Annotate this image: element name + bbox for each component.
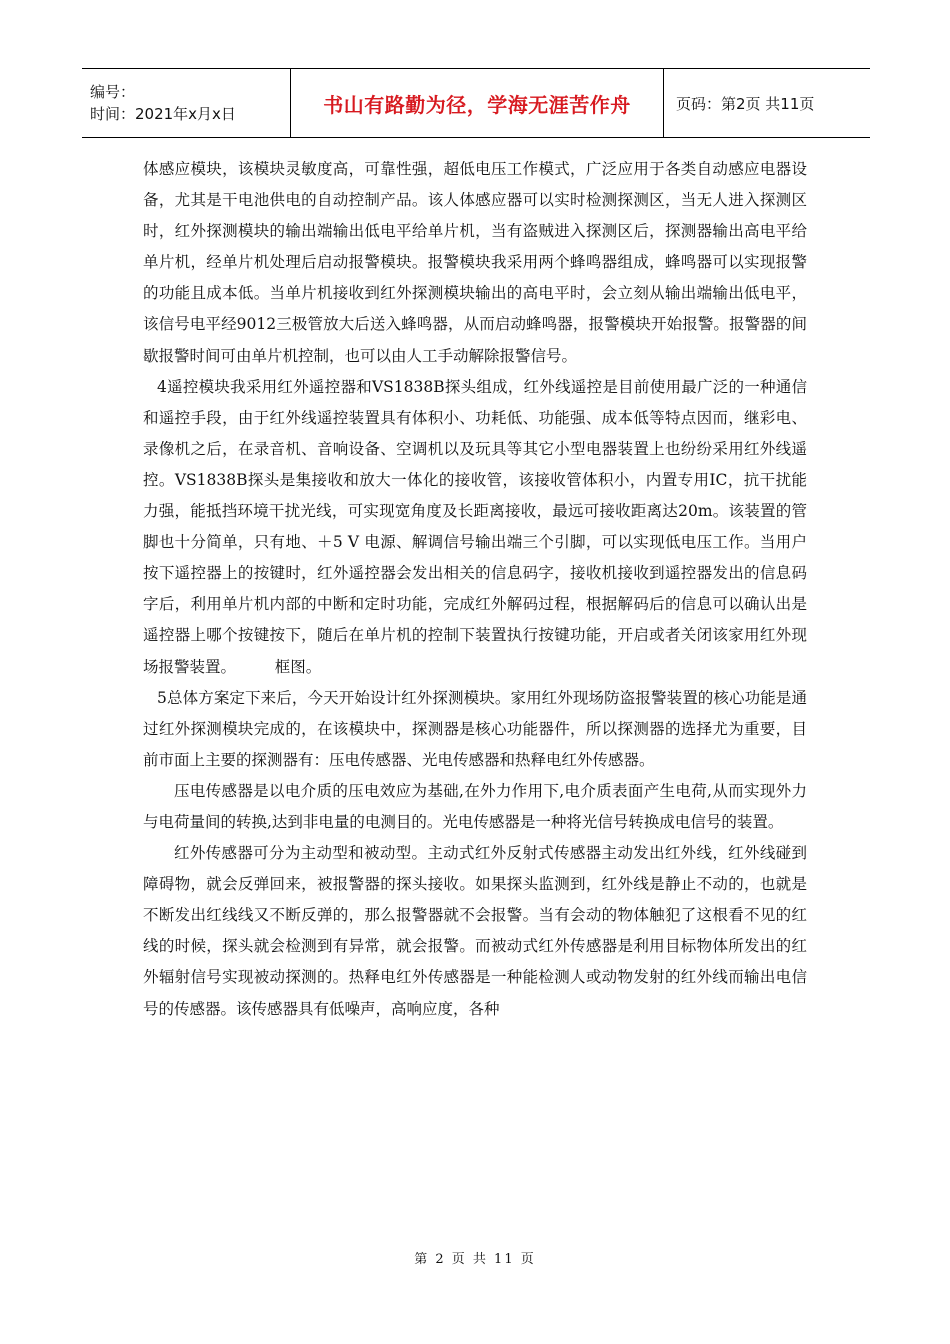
document-date: 时间：2021年x月x日 [90,105,236,123]
paragraph-remote-module: 4遥控模块我采用红外遥控器和VS1838B探头组成，红外线遥控是目前使用最广泛的一种通信和遥控手段，由于红外线遥控装置具有体积小、功耗低、功能强、成本低等特点因而，继彩电、录像机之后，在录音机、音响设备、空调机以及玩具等其它小型电器装置上也纷纷采用红外线遥控。VS1838B探头是集接收和放大一体化的接收管，该接收管体积小，内置专用IC，抗干扰能力强，能抵挡环境干扰光线，可实现宽角度及长距离接收，最远可接收距离达20m。该装置的管脚也十分简单，只有地、＋5 V 电源、解调信号输出端三个引脚，可以实现低电压工作。当用户按下遥控器上的按键时，红外遥控器会发出相关的信息码字，接收机接收到遥控器发出的信息码字后，利用单片机内部的中断和定时功能，完成红外解码过程，根据解码后的信息可以确认出是遥控器上哪个按键按下，随后在单片机的控制下装置执行按键功能，开启或者关闭该家用红外现场报警装置。 框图。 [143,377,807,676]
header-motto-cell [291,69,664,137]
paragraph-continuation: 体感应模块，该模块灵敏度高，可靠性强，超低电压工作模式，广泛应用于各类自动感应电器设备，尤其是干电池供电的自动控制产品。该人体感应器可以实时检测探测区，当无人进入探测区时，红外探测模块的输出端输出低电平给单片机，当有盗贼进入探测区后，探测器输出高电平给单片机，经单片机处理后启动报警模块。报警模块我采用两个蜂鸣器组成，蜂鸣器可以实现报警的功能且成本低。当单片机接收到红外探测模块输出的高电平时，会立刻从输出端输出低电平，该信号电平经9012三极管放大后送入蜂鸣器，从而启动蜂鸣器，报警模块开始报警。报警器的间歇报警时间可由单片机控制，也可以由人工手动解除报警信号。 [143,160,807,365]
paragraph-overall-plan: 5总体方案定下来后，今天开始设计红外探测模块。家用红外现场防盗报警装置的核心功能是通过红外探测模块完成的，在该模块中，探测器是核心功能器件，所以探测器的选择尤为重要，目前市面上主要的探测器有：压电传感器、光电传感器和热释电红外传感器。 [143,688,807,769]
paragraph-piezo-sensor: 压电传感器是以电介质的压电效应为基础,在外力作用下,电介质表面产生电荷,从而实现外力与电荷量间的转换,达到非电量的电测目的。光电传感器是一种将光信号转换成电信号的装置。 [143,781,807,831]
document-body [143,154,807,1025]
page-header [82,68,870,138]
header-meta [82,69,291,137]
paragraph-infrared-sensor: 红外传感器可分为主动型和被动型。主动式红外反射式传感器主动发出红外线，红外线碰到障碍物，就会反弹回来，被报警器的探头接收。如果探头监测到，红外线是静止不动的，也就是不断发出红线线又不断反弹的，那么报警器就不会报警。当有会动的物体触犯了这根看不见的红线的时候，探头就会检测到有异常，就会报警。而被动式红外传感器是利用目标物体所发出的红外辐射信号实现被动探测的。热释电红外传感器是一种能检测人或动物发射的红外线而输出电信号的传感器。该传感器具有低噪声，高响应度，各种 [143,844,807,1018]
header-page-info [664,69,870,137]
document-number-label: 编号： [90,83,136,101]
header-motto: 书山有路勤为径，学海无涯苦作舟 [323,92,631,117]
page-footer: 第 2 页 共 11 页 [414,1252,536,1267]
page-info-text: 页码：第2页 共11页 [676,94,815,113]
